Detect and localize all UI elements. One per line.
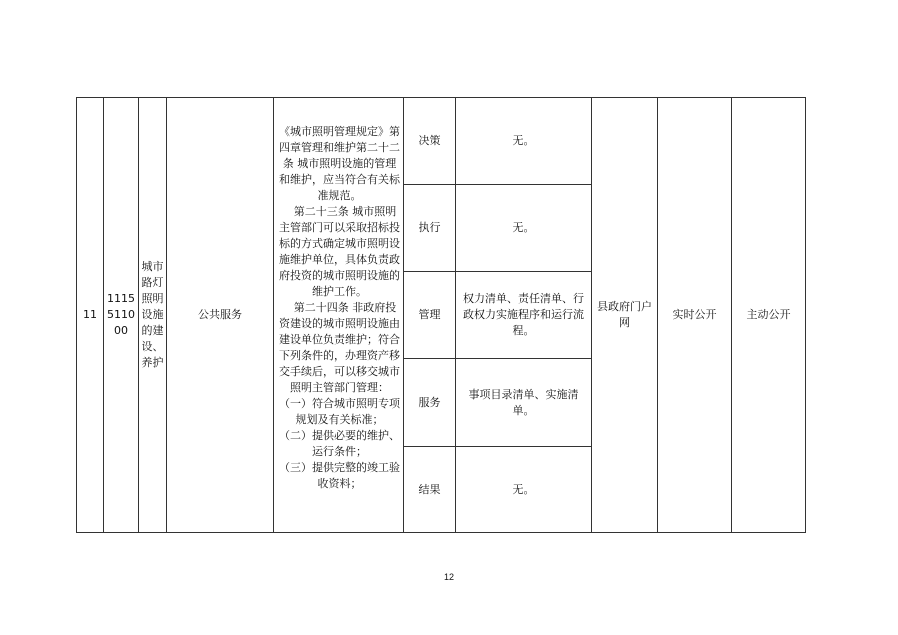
basis-paragraph: 《城市照明管理规定》第四章管理和维护第二十二条 城市照明设施的管理和维护，应当符合有关标准规范。 xyxy=(279,125,400,202)
basis-paragraph: （二）提供必要的维护、运行条件； xyxy=(279,429,400,458)
timing-cell: 实时公开 xyxy=(658,98,732,533)
basis-paragraph: （三）提供完整的竣工验收资料； xyxy=(279,461,400,490)
page-number: 12 xyxy=(443,572,454,582)
item-name-cell: 城市路灯照明设施的建设、养护 xyxy=(139,98,167,533)
stage-content-cell: 无。 xyxy=(456,447,592,533)
basis-paragraph: 第二十四条 非政府投资建设的城市照明设施由建设单位负责维护；符合下列条件的，办理资产移交手续后，可以移交城市照明主管部门管理： xyxy=(279,301,400,394)
basis-paragraph: （一）符合城市照明专项规划及有关标准； xyxy=(279,397,400,426)
stage-label-cell: 结果 xyxy=(404,447,456,533)
row-index-cell: 11 xyxy=(77,98,104,533)
stage-content-cell: 权力清单、责任清单、行政权力实施程序和运行流程。 xyxy=(456,272,592,359)
category-cell: 公共服务 xyxy=(167,98,274,533)
stage-label-cell: 执行 xyxy=(404,185,456,272)
mode-cell: 主动公开 xyxy=(732,98,806,533)
stage-label-cell: 服务 xyxy=(404,359,456,447)
stage-label-cell: 决策 xyxy=(404,98,456,185)
table-row xyxy=(77,98,806,185)
disclosure-table xyxy=(76,97,806,533)
stage-content-cell: 无。 xyxy=(456,185,592,272)
item-code-cell: 1115511000 xyxy=(104,98,139,533)
stage-label-cell: 管理 xyxy=(404,272,456,359)
stage-content-cell: 无。 xyxy=(456,98,592,185)
channel-cell: 县政府门户网 xyxy=(592,98,658,533)
stage-content-cell: 事项目录清单、实施清单。 xyxy=(456,359,592,447)
legal-basis-cell xyxy=(274,98,404,533)
basis-paragraph: 第二十三条 城市照明主管部门可以采取招标投标的方式确定城市照明设施维护单位，具体负责政府投资的城市照明设施的维护工作。 xyxy=(279,205,400,298)
